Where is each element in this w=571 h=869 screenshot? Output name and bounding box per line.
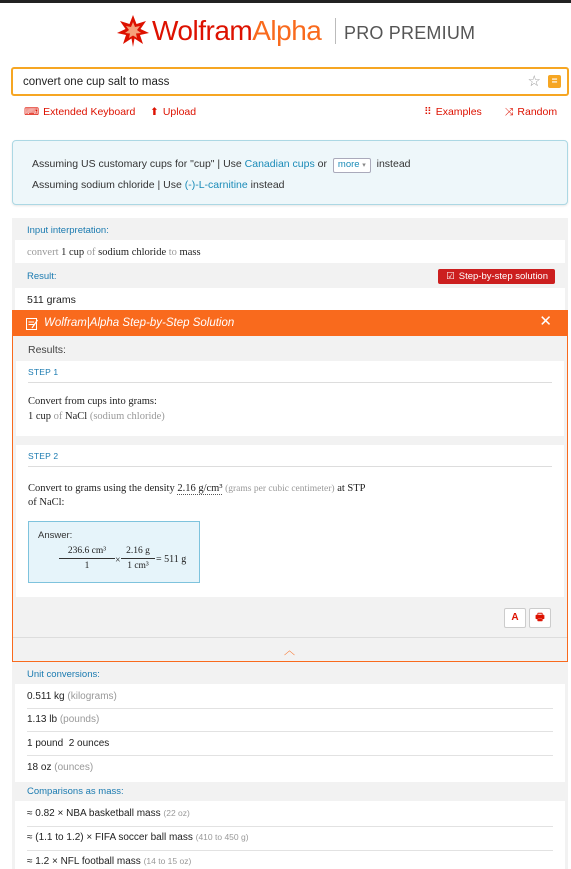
shuffle-icon: ⤨: [505, 106, 514, 118]
canadian-cups-link[interactable]: Canadian cups: [244, 158, 315, 170]
step-1-text: Convert from cups into grams:: [28, 396, 157, 407]
close-icon[interactable]: ✕: [539, 313, 552, 330]
favorite-star-icon[interactable]: ☆: [527, 73, 541, 90]
unit-value: 18 oz: [27, 762, 52, 773]
comparison-note: (22 oz): [163, 808, 190, 818]
pro-premium-label: PRO PREMIUM: [344, 23, 476, 43]
substance-name: (sodium chloride): [89, 411, 165, 422]
assumption-instead-text-2: instead: [247, 179, 285, 191]
assumptions-panel: [12, 140, 568, 205]
fraction-denominator: 1 cm³: [127, 561, 149, 571]
assumption-instead-text: instead: [373, 158, 411, 170]
result-pod: [15, 288, 565, 310]
comparison-value: ≈ 0.82 × NBA basketball mass: [27, 808, 161, 819]
comparison-row: [27, 832, 249, 843]
fraction-numerator: 236.6 cm³: [59, 546, 115, 559]
step-2-pre: Convert to grams using the density: [28, 483, 178, 494]
step-by-step-button[interactable]: [438, 269, 555, 284]
row-divider: [27, 826, 553, 827]
row-divider: [27, 850, 553, 851]
search-box: [11, 67, 569, 96]
unit-value: 1 pound 2 ounces: [27, 738, 110, 749]
sbs-results-label: Results:: [28, 344, 66, 356]
unit-row-oz: [27, 762, 93, 773]
checkbox-icon: ☑: [446, 271, 455, 282]
print-icon[interactable]: 🖶: [529, 608, 551, 628]
result-value: 511 grams: [27, 294, 76, 306]
unit-row-pound-ounces: [27, 738, 109, 749]
step-2-block: [16, 445, 564, 597]
logo-separator: [335, 18, 336, 44]
step-2-text-line2: of NaCl:: [28, 497, 65, 508]
search-input[interactable]: [23, 76, 513, 88]
word-to: to: [168, 247, 177, 258]
input-interpretation-label: Input interpretation:: [27, 225, 109, 236]
examples-label: Examples: [435, 106, 482, 118]
fraction-density: [121, 546, 155, 571]
random-button[interactable]: [505, 106, 557, 119]
upload-button[interactable]: [150, 106, 196, 118]
unit-conversions-pod: [15, 684, 565, 782]
step-2-post: at STP: [334, 483, 366, 494]
answer-label: Answer:: [38, 530, 73, 541]
formula-nacl: NaCl: [65, 411, 88, 422]
chevron-up-icon: ︿: [284, 645, 295, 657]
input-interpretation-text: [27, 247, 201, 258]
collapse-panel-bar[interactable]: [13, 637, 567, 661]
extended-keyboard-label: Extended Keyboard: [43, 106, 136, 118]
header: [0, 14, 571, 50]
unit-value: 0.511 kg: [27, 691, 65, 702]
input-interpretation-pod: [15, 240, 565, 263]
word-substance: sodium chloride: [98, 247, 167, 258]
step-by-step-title: Wolfram|Alpha Step-by-Step Solution: [44, 317, 235, 329]
comparison-note: (410 to 450 g): [195, 832, 249, 842]
assumption-substance: [32, 179, 285, 191]
unit-value: 1.13 lb: [27, 714, 58, 725]
logo-word-wolfram: Wolfram: [152, 15, 253, 46]
notepad-icon: [26, 317, 38, 330]
answer-box: [28, 521, 200, 583]
assumption-cup: [32, 158, 411, 173]
compute-equals-icon[interactable]: =: [548, 75, 561, 88]
word-of: of: [86, 247, 96, 258]
step-1-quantity: [28, 411, 165, 422]
comparison-value: ≈ 1.2 × NFL football mass: [27, 856, 141, 867]
logo-wordmark[interactable]: [152, 16, 321, 46]
word-of: of: [53, 411, 63, 422]
assumption-substance-text: Assuming sodium chloride | Use: [32, 179, 185, 191]
wolfram-star-icon: [116, 14, 150, 48]
step-1-label: STEP 1: [28, 367, 59, 377]
row-divider: [27, 708, 553, 709]
comparison-value: ≈ (1.1 to 1.2) × FIFA soccer ball mass: [27, 832, 193, 843]
result-label: Result:: [27, 271, 57, 282]
unit-row-kg: [27, 691, 117, 702]
density-value[interactable]: 2.16 g/cm³: [177, 483, 223, 494]
fraction-volume: [59, 546, 115, 571]
unit-name: (kilograms): [67, 691, 117, 702]
assumption-or-text: or: [314, 158, 330, 170]
upload-icon: ⬆: [150, 106, 159, 118]
toolbar: [0, 106, 571, 120]
unit-name: (pounds): [59, 714, 100, 725]
font-size-button[interactable]: A: [504, 608, 526, 628]
comparisons-pod: [15, 801, 565, 869]
comparison-note: (14 to 15 oz): [143, 856, 192, 866]
word-mass: mass: [179, 247, 201, 258]
row-divider: [27, 755, 553, 756]
step-1-block: [16, 361, 564, 436]
assumption-cup-text: Assuming US customary cups for "cup" | Use: [32, 158, 245, 170]
step-divider: [28, 466, 552, 467]
unit-name: (ounces): [54, 762, 94, 773]
step-by-step-label: Step-by-step solution: [458, 271, 548, 282]
extended-keyboard-button[interactable]: [24, 106, 135, 118]
carnitine-link[interactable]: (-)-L-carnitine: [184, 179, 248, 191]
chevron-down-icon: ▾: [362, 162, 366, 169]
step-2-text: [28, 483, 366, 494]
more-label: more: [337, 159, 360, 170]
grid-icon: ⠿: [424, 106, 432, 118]
top-border: [0, 0, 571, 3]
word-convert: convert: [27, 247, 59, 258]
unit-row-lb: [27, 714, 99, 725]
step-by-step-header: [13, 311, 567, 336]
upload-label: Upload: [162, 106, 197, 118]
comparisons-label: Comparisons as mass:: [27, 786, 124, 797]
step-divider: [28, 382, 552, 383]
comparison-row: [27, 808, 190, 819]
comparison-row: [27, 856, 191, 867]
step-by-step-panel: [12, 310, 568, 662]
qty-cup: 1 cup: [28, 411, 52, 422]
density-unit-name: (grams per cubic centimeter): [225, 484, 335, 494]
more-dropdown[interactable]: [333, 158, 371, 173]
random-label: Random: [517, 106, 558, 118]
step-2-label: STEP 2: [28, 451, 59, 461]
logo-word-alpha: Alpha: [252, 15, 322, 46]
keyboard-icon: ⌨: [24, 106, 40, 118]
fraction-denominator: 1: [84, 561, 90, 571]
answer-equals: = 511 g: [156, 554, 187, 565]
unit-conversions-label: Unit conversions:: [27, 669, 100, 680]
word-cup: 1 cup: [61, 247, 85, 258]
times-sign: ×: [115, 555, 121, 566]
row-divider: [27, 731, 553, 732]
examples-button[interactable]: [424, 106, 482, 118]
fraction-numerator: 2.16 g: [121, 546, 155, 559]
